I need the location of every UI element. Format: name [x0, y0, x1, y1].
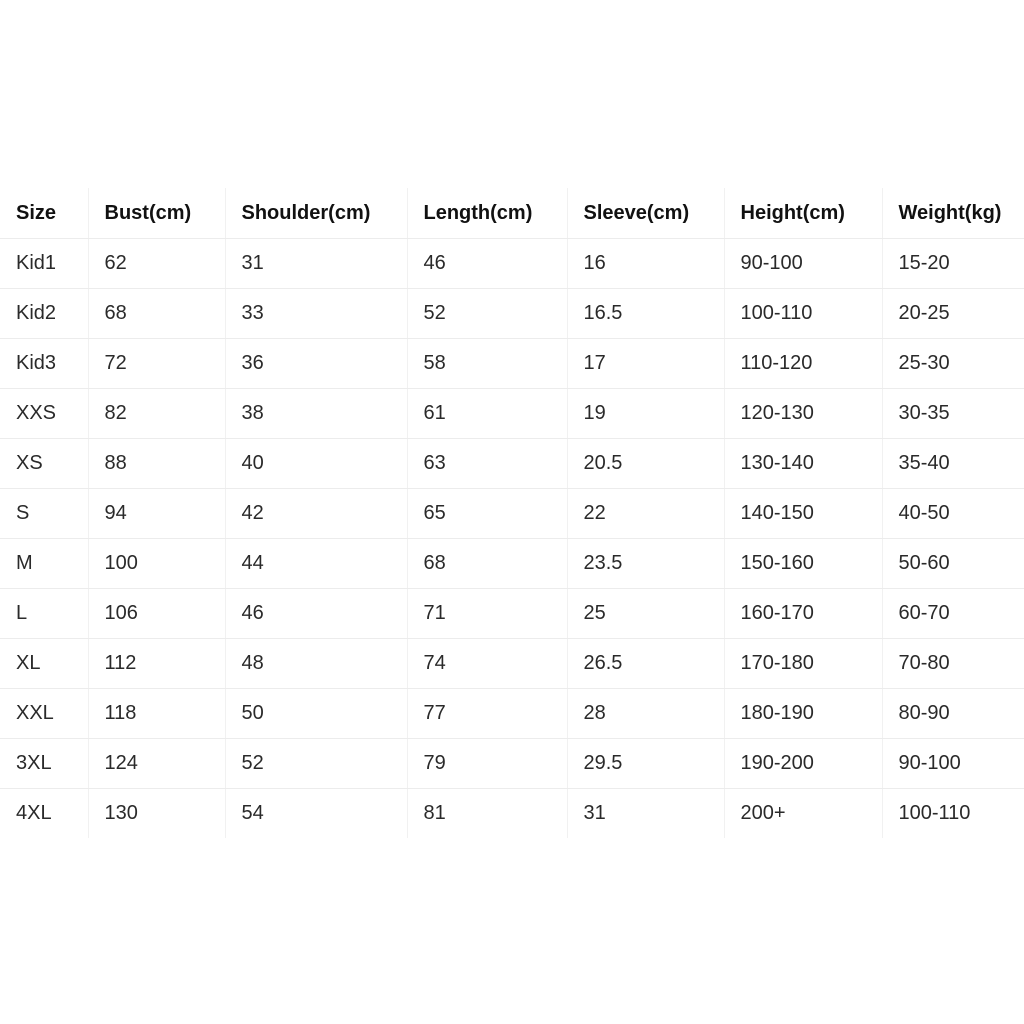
measurement-cell: 20-25	[882, 289, 1024, 339]
measurement-cell: 38	[225, 389, 407, 439]
measurement-cell: 33	[225, 289, 407, 339]
size-chart-body	[0, 239, 1024, 839]
size-label-cell: 4XL	[0, 789, 88, 839]
measurement-cell: 40	[225, 439, 407, 489]
measurement-cell: 190-200	[724, 739, 882, 789]
size-label-cell: Kid3	[0, 339, 88, 389]
size-chart-header	[0, 188, 1024, 239]
measurement-cell: 16.5	[567, 289, 724, 339]
measurement-cell: 70-80	[882, 639, 1024, 689]
size-label-cell: XL	[0, 639, 88, 689]
measurement-cell: 200+	[724, 789, 882, 839]
measurement-cell: 29.5	[567, 739, 724, 789]
measurement-cell: 58	[407, 339, 567, 389]
measurement-cell: 71	[407, 589, 567, 639]
measurement-cell: 52	[225, 739, 407, 789]
measurement-cell: 100-110	[724, 289, 882, 339]
measurement-cell: 100	[88, 539, 225, 589]
measurement-cell: 150-160	[724, 539, 882, 589]
size-label-cell: XXS	[0, 389, 88, 439]
column-header: Size	[0, 188, 88, 239]
measurement-cell: 26.5	[567, 639, 724, 689]
measurement-cell: 88	[88, 439, 225, 489]
measurement-cell: 35-40	[882, 439, 1024, 489]
measurement-cell: 22	[567, 489, 724, 539]
column-header: Bust(cm)	[88, 188, 225, 239]
measurement-cell: 140-150	[724, 489, 882, 539]
measurement-cell: 20.5	[567, 439, 724, 489]
size-label-cell: 3XL	[0, 739, 88, 789]
measurement-cell: 28	[567, 689, 724, 739]
table-row	[0, 239, 1024, 289]
table-row	[0, 789, 1024, 839]
size-label-cell: XXL	[0, 689, 88, 739]
size-label-cell: Kid1	[0, 239, 88, 289]
table-row	[0, 339, 1024, 389]
measurement-cell: 65	[407, 489, 567, 539]
measurement-cell: 46	[225, 589, 407, 639]
measurement-cell: 90-100	[724, 239, 882, 289]
column-header: Sleeve(cm)	[567, 188, 724, 239]
column-header: Shoulder(cm)	[225, 188, 407, 239]
measurement-cell: 25-30	[882, 339, 1024, 389]
measurement-cell: 74	[407, 639, 567, 689]
measurement-cell: 124	[88, 739, 225, 789]
measurement-cell: 82	[88, 389, 225, 439]
measurement-cell: 81	[407, 789, 567, 839]
measurement-cell: 94	[88, 489, 225, 539]
measurement-cell: 44	[225, 539, 407, 589]
measurement-cell: 180-190	[724, 689, 882, 739]
measurement-cell: 25	[567, 589, 724, 639]
measurement-cell: 36	[225, 339, 407, 389]
table-row	[0, 289, 1024, 339]
measurement-cell: 61	[407, 389, 567, 439]
measurement-cell: 90-100	[882, 739, 1024, 789]
table-row	[0, 389, 1024, 439]
measurement-cell: 160-170	[724, 589, 882, 639]
measurement-cell: 50	[225, 689, 407, 739]
measurement-cell: 110-120	[724, 339, 882, 389]
column-header: Height(cm)	[724, 188, 882, 239]
measurement-cell: 130	[88, 789, 225, 839]
measurement-cell: 72	[88, 339, 225, 389]
measurement-cell: 106	[88, 589, 225, 639]
table-row	[0, 689, 1024, 739]
measurement-cell: 77	[407, 689, 567, 739]
measurement-cell: 79	[407, 739, 567, 789]
measurement-cell: 120-130	[724, 389, 882, 439]
measurement-cell: 68	[407, 539, 567, 589]
measurement-cell: 80-90	[882, 689, 1024, 739]
header-row	[0, 188, 1024, 239]
measurement-cell: 46	[407, 239, 567, 289]
size-label-cell: L	[0, 589, 88, 639]
column-header: Weight(kg)	[882, 188, 1024, 239]
measurement-cell: 42	[225, 489, 407, 539]
measurement-cell: 31	[567, 789, 724, 839]
table-row	[0, 589, 1024, 639]
measurement-cell: 23.5	[567, 539, 724, 589]
measurement-cell: 60-70	[882, 589, 1024, 639]
size-label-cell: M	[0, 539, 88, 589]
measurement-cell: 118	[88, 689, 225, 739]
measurement-cell: 100-110	[898, 802, 971, 824]
size-label-cell: XS	[0, 439, 88, 489]
column-header: Length(cm)	[407, 188, 567, 239]
measurement-cell: 15-20	[882, 239, 1024, 289]
measurement-cell: 48	[225, 639, 407, 689]
table-row	[0, 639, 1024, 689]
measurement-cell: 130-140	[724, 439, 882, 489]
size-label-cell: S	[0, 489, 88, 539]
measurement-cell: 170-180	[724, 639, 882, 689]
size-label-cell: Kid2	[0, 289, 88, 339]
measurement-cell: 19	[567, 389, 724, 439]
measurement-cell: 54	[225, 789, 407, 839]
table-row	[0, 739, 1024, 789]
measurement-cell: 112	[88, 639, 225, 689]
measurement-cell: 52	[407, 289, 567, 339]
size-chart-table	[0, 188, 1024, 838]
measurement-cell: 68	[88, 289, 225, 339]
measurement-cell: 17	[567, 339, 724, 389]
measurement-cell: 62	[88, 239, 225, 289]
measurement-cell: 31	[225, 239, 407, 289]
measurement-cell: 40-50	[882, 489, 1024, 539]
measurement-cell: 30-35	[882, 389, 1024, 439]
table-row	[0, 489, 1024, 539]
table-row	[0, 439, 1024, 489]
measurement-cell: 63	[407, 439, 567, 489]
measurement-cell: 50-60	[882, 539, 1024, 589]
measurement-cell: 16	[567, 239, 724, 289]
table-row	[0, 539, 1024, 589]
